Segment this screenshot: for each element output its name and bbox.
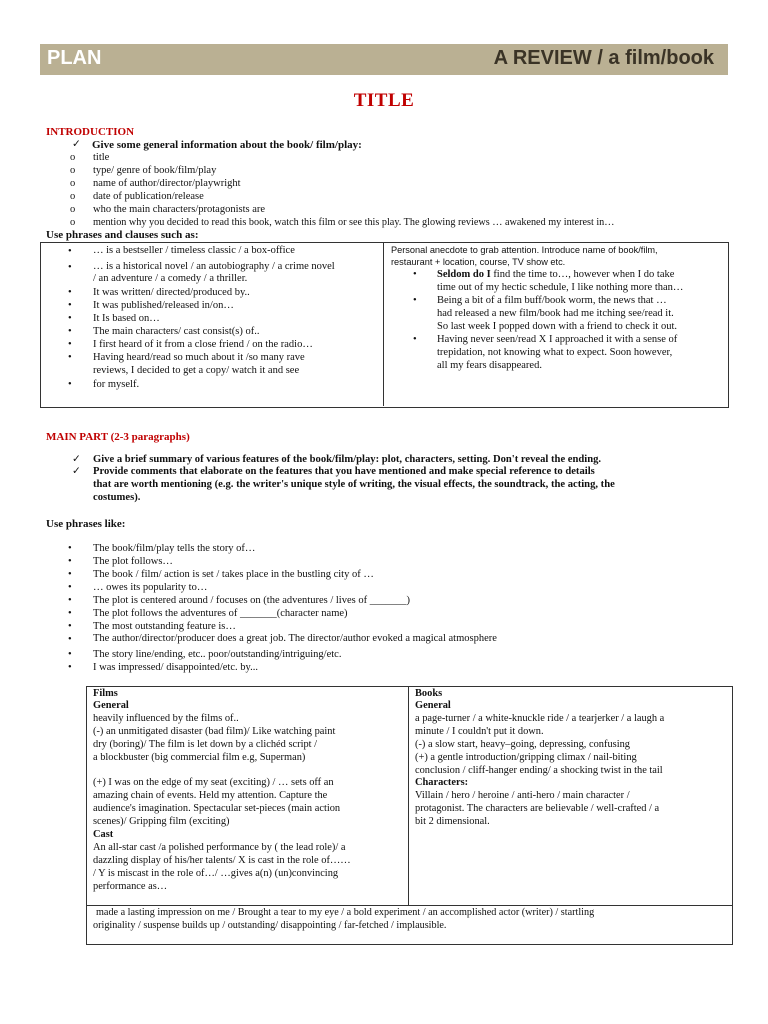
list-item: It was published/released in/on… (93, 300, 234, 311)
list-item: … is a historical novel / an autobiography / a crime novel (93, 261, 335, 272)
characters-heading: Characters: (415, 777, 469, 788)
circle-bullet-icon: o (70, 204, 76, 215)
list-item: who the main characters/protagonists are (93, 204, 266, 215)
bullet-icon: • (68, 379, 72, 390)
main-heading: MAIN PART (2-3 paragraphs) (46, 431, 190, 443)
intro-heading: INTRODUCTION (46, 126, 135, 138)
bullet-icon: • (68, 287, 72, 298)
list-item: The main characters/ cast consist(s) of.. (93, 326, 260, 337)
anecdote-line (437, 269, 674, 282)
anecdote-line: Having never seen/read X I approached it with a sense of (437, 334, 678, 345)
bullet-icon: • (68, 313, 72, 324)
films-line: scenes)/ Gripping film (exciting) (93, 816, 230, 827)
anecdote-line: trepidation, not knowing what to expect. Soon however, (437, 347, 673, 358)
list-item: date of publication/release (93, 191, 204, 202)
list-item: The story line/ending, etc.. poor/outstanding/intriguing/etc. (93, 649, 342, 660)
main-check-item: that are worth mentioning (e.g. the writer's unique style of writing, the visual effects, the soundtrack, the acting, the (93, 479, 615, 490)
intro-phrases-heading: Use phrases and clauses such as: (46, 229, 199, 241)
books-line: (+) a gentle introduction/gripping climax / nail-biting (415, 752, 637, 763)
books-line: (-) a slow start, heavy–going, depressing, confusing (415, 739, 630, 750)
list-item: The most outstanding feature is… (93, 621, 236, 632)
cast-line: An all-star cast /a polished performance by ( the lead role)/ a (93, 842, 346, 853)
circle-bullet-icon: o (70, 217, 76, 228)
list-item: I was impressed/ disappointed/etc. by... (93, 662, 258, 673)
anecdote-line: had released a new film/book had me itching see/read it. (437, 308, 674, 319)
list-item: … is a bestseller / timeless classic / a box-office (93, 245, 295, 256)
list-item: The book / film/ action is set / takes place in the bustling city of … (93, 569, 374, 580)
box-divider (383, 242, 384, 406)
films-line: amazing chain of events. Held my attention. Capture the (93, 790, 328, 801)
page-title: TITLE (353, 90, 415, 111)
books-heading: Books (415, 688, 443, 699)
cast-line: performance as… (93, 881, 168, 892)
films-line: dry (boring)/ The film is let down by a clichéd script / (93, 739, 318, 750)
list-item: title (93, 152, 110, 163)
bullet-icon: • (68, 662, 72, 673)
bullet-icon: • (68, 569, 72, 580)
bullet-icon: • (68, 246, 72, 257)
books-line: minute / I couldn't put it down. (415, 726, 544, 737)
films-line: (+) I was on the edge of my seat (exciting) / … sets off an (93, 777, 334, 788)
bullet-icon: • (68, 649, 72, 660)
table-footer-line: originality / suspense builds up / outstanding/ disappointing / far-fetched / implausible. (93, 920, 447, 931)
books-general-heading: General (415, 700, 451, 711)
list-item: name of author/director/playwright (93, 178, 241, 189)
list-item: Having heard/read so much about it /so many rave (93, 352, 305, 363)
films-line: audience's imagination. Spectacular set-pieces (main action (93, 803, 341, 814)
bullet-icon: • (68, 262, 72, 273)
list-item: I first heard of it from a close friend / on the radio… (93, 339, 313, 350)
cast-line: / Y is miscast in the role of…/ …gives a(n) (un)convincing (93, 868, 339, 879)
table-divider (408, 686, 409, 905)
header-plan-label: PLAN (47, 47, 102, 69)
intro-check-item: Give some general information about the book/ film/play: (92, 139, 362, 151)
bullet-icon: • (413, 334, 417, 345)
list-item: for myself. (93, 379, 140, 390)
list-item: The plot follows… (93, 556, 173, 567)
table-footer-line: made a lasting impression on me / Brought a tear to my eye / a bold experiment / an accomplished actor (writer) / startling (96, 907, 595, 918)
bullet-icon: • (68, 621, 72, 632)
main-check-item: Give a brief summary of various features of the book/film/play: plot, characters, setting. Don't reveal the ending. (93, 454, 602, 465)
films-line: (-) an unmitigated disaster (bad film)/ Like watching paint (93, 726, 336, 737)
table-divider (86, 905, 732, 906)
bullet-icon: • (68, 556, 72, 567)
list-item: It was written/ directed/produced by.. (93, 287, 250, 298)
header-review-label: A REVIEW / a film/book (493, 47, 714, 69)
books-line: conclusion / cliff-hanger ending/ a shocking twist in the tail (415, 765, 663, 776)
bullet-icon: • (68, 300, 72, 311)
books-line: a page-turner / a white-knuckle ride / a tearjerker / a laugh a (415, 713, 665, 724)
list-item: It Is based on… (93, 313, 160, 324)
list-item: … owes its popularity to… (93, 582, 208, 593)
bullet-icon: • (68, 326, 72, 337)
bullet-icon: • (68, 339, 72, 350)
list-item: The book/film/play tells the story of… (93, 543, 256, 554)
bullet-icon: • (68, 582, 72, 593)
bullet-icon: • (68, 608, 72, 619)
films-general-heading: General (93, 700, 129, 711)
films-line: a blockbuster (big commercial film e.g, Superman) (93, 752, 306, 763)
circle-bullet-icon: o (70, 178, 76, 189)
anecdote-lead-line: restaurant + location, course, TV show etc. (391, 257, 566, 267)
anecdote-line: all my fears disappeared. (437, 360, 542, 371)
films-line: heavily influenced by the films of.. (93, 713, 239, 724)
check-icon: ✓ (72, 139, 81, 150)
characters-line: Villain / hero / heroine / anti-hero / main character / (415, 790, 630, 801)
anecdote-bold: Seldom do I (437, 269, 491, 280)
characters-line: protagonist. The characters are believable / well-crafted / a (415, 803, 660, 814)
bullet-icon: • (413, 269, 417, 280)
main-check-item: costumes). (93, 492, 141, 503)
check-icon: ✓ (72, 454, 81, 465)
bullet-icon: • (68, 352, 72, 363)
list-item: / an adventure / a comedy / a thriller. (93, 273, 248, 284)
check-icon: ✓ (72, 466, 81, 477)
anecdote-text: find the time to…, however when I do take (490, 269, 675, 280)
list-item: type/ genre of book/film/play (93, 165, 217, 176)
characters-line: bit 2 dimensional. (415, 816, 490, 827)
anecdote-lead-line: Personal anecdote to grab attention. Introduce name of book/film, (391, 245, 658, 255)
list-item: The plot is centered around / focuses on (the adventures / lives of _______) (93, 595, 410, 606)
main-check-item: Provide comments that elaborate on the features that you have mentioned and make special reference to details (93, 466, 595, 477)
list-item: The author/director/producer does a great job. The director/author evoked a magical atmosphere (93, 633, 497, 644)
anecdote-line: Being a bit of a film buff/book worm, the news that … (437, 295, 667, 306)
bullet-icon: • (413, 295, 417, 306)
bullet-icon: • (68, 595, 72, 606)
anecdote-line: time out of my hectic schedule, I like nothing more than… (437, 282, 684, 293)
films-heading: Films (93, 688, 118, 699)
bullet-icon: • (68, 634, 72, 645)
cast-line: dazzling display of his/her talents/ X is cast in the role of…… (93, 855, 351, 866)
bullet-icon: • (68, 543, 72, 554)
main-phrases-heading: Use phrases like: (46, 518, 126, 530)
header-band (40, 44, 728, 75)
cast-heading: Cast (93, 829, 114, 840)
list-item: The plot follows the adventures of _______(character name) (93, 608, 348, 619)
list-item: reviews, I decided to get a copy/ watch it and see (93, 365, 300, 376)
circle-bullet-icon: o (70, 165, 76, 176)
circle-bullet-icon: o (70, 152, 76, 163)
anecdote-line: So last week I popped down with a friend to check it out. (437, 321, 677, 332)
circle-bullet-icon: o (70, 191, 76, 202)
list-item: mention why you decided to read this book, watch this film or see this play. The glowing reviews … awakened my interest in… (93, 217, 615, 228)
